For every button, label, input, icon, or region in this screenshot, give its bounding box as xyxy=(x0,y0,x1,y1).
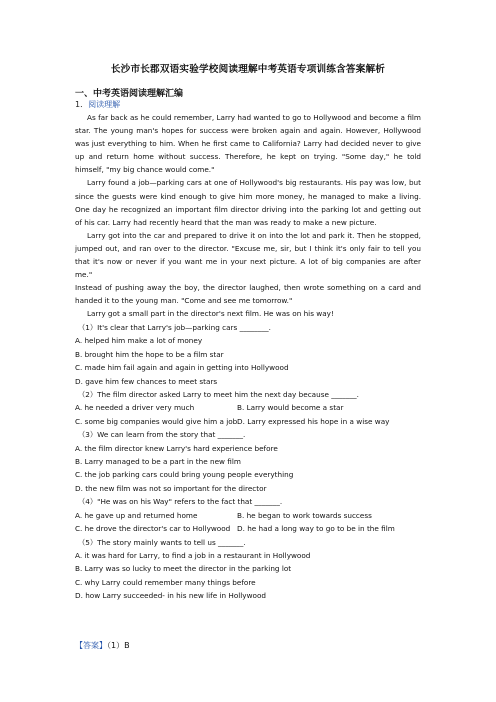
section-heading: 一、中考英语阅读理解汇编 xyxy=(75,89,184,99)
option-d: D. the new film was not so important for the director xyxy=(75,483,267,493)
reading-passage xyxy=(75,111,421,321)
option-c: C. the job parking cars could bring young people everything xyxy=(75,470,294,480)
option-d: D. he had a long way to go to be in the film xyxy=(237,524,395,534)
answer-line xyxy=(75,640,130,651)
passage-paragraph: Larry got a small part in the director's next film. He was on his way! xyxy=(87,309,334,319)
passage-paragraph: Larry found a job—parking cars at one of Hollywood's big restaurants. His pay was low, but since the guests were kind enough to give him more money, he managed to make a living. One day he recognized an important film director driving into the parking lot and getting out of his car. Larry had recently heard that the man was ready to make a new picture. xyxy=(75,178,421,227)
option-row xyxy=(75,415,425,428)
question-list xyxy=(75,321,425,603)
question-stem: （3）We can learn from the story that _______. xyxy=(78,430,246,440)
subsection-label: 阅读理解 xyxy=(88,100,121,109)
option-b: B. he began to work towards success xyxy=(237,510,372,520)
option-b: B. Larry managed to be a part in the new film xyxy=(75,457,241,467)
option-b: B. brought him the hope to be a film star xyxy=(75,349,224,359)
option-a: A. the film director knew Larry's hard experience before xyxy=(75,443,278,453)
option-b: B. Larry was so lucky to meet the director in the parking lot xyxy=(75,564,292,574)
option-a: A. he gave up and returned home xyxy=(75,510,198,520)
subsection-heading xyxy=(75,99,120,110)
option-d: D. Larry expressed his hope in a wise way xyxy=(237,416,390,426)
option-c: C. he drove the director's car to Hollywood xyxy=(75,524,231,534)
option-row xyxy=(75,509,425,522)
answer-text: （1）B xyxy=(107,641,130,650)
answer-tag: 【答案】 xyxy=(75,641,107,650)
passage-paragraph: Larry got into the car and prepared to drive it on into the lot and park it. Then he stopped, jumped out, and ran over to the director. "Excuse me, sir, but I think it's only fair to tell you that it's now or never if you want me in your next picture. A lot of big companies are after me." xyxy=(75,230,421,280)
option-b: B. Larry would become a star xyxy=(237,403,344,413)
passage-paragraph: As far back as he could remember, Larry had wanted to go to Hollywood and become a film star. The young man's hopes for success were broken again and again. However, Hollywood was just everything to him. When he first came to California? Larry had decided never to give up and return home without success. Therefore, he kept on trying. "Some day," he told himself, "my big chance would come." xyxy=(75,113,421,175)
option-row xyxy=(75,522,425,535)
question-stem: （2）The film director asked Larry to meet him the next day because _______. xyxy=(78,390,359,400)
option-d: D. gave him few chances to meet stars xyxy=(75,376,218,386)
question-stem: （4）"He was on his Way" refers to the fact that _______. xyxy=(78,497,283,507)
option-c: C. why Larry could remember many things before xyxy=(75,577,256,587)
option-row xyxy=(75,401,425,414)
option-c: C. made him fail again and again in getting into Hollywood xyxy=(75,363,289,373)
option-a: A. he needed a driver very much xyxy=(75,403,195,413)
option-d: D. how Larry succeeded- in his new life in Hollywood xyxy=(75,591,266,601)
option-a: A. helped him make a lot of money xyxy=(75,336,203,346)
document-title: 长沙市长郡双语实验学校阅读理解中考英语专项训练含答案解析 xyxy=(110,64,386,75)
option-c: C. some big companies would give him a job xyxy=(75,416,238,426)
question-stem: （1）It's clear that Larry's job—parking cars ________. xyxy=(78,323,271,332)
question-stem: （5）The story mainly wants to tell us _______. xyxy=(78,537,246,547)
option-a: A. it was hard for Larry, to find a job in a restaurant in Hollywood xyxy=(75,550,311,560)
passage-paragraph: Instead of pushing away the boy, the director laughed, then wrote something on a card and handed it to the young man. "Come and see me tomorrow." xyxy=(75,283,421,306)
subsection-number: 1． xyxy=(75,100,89,109)
